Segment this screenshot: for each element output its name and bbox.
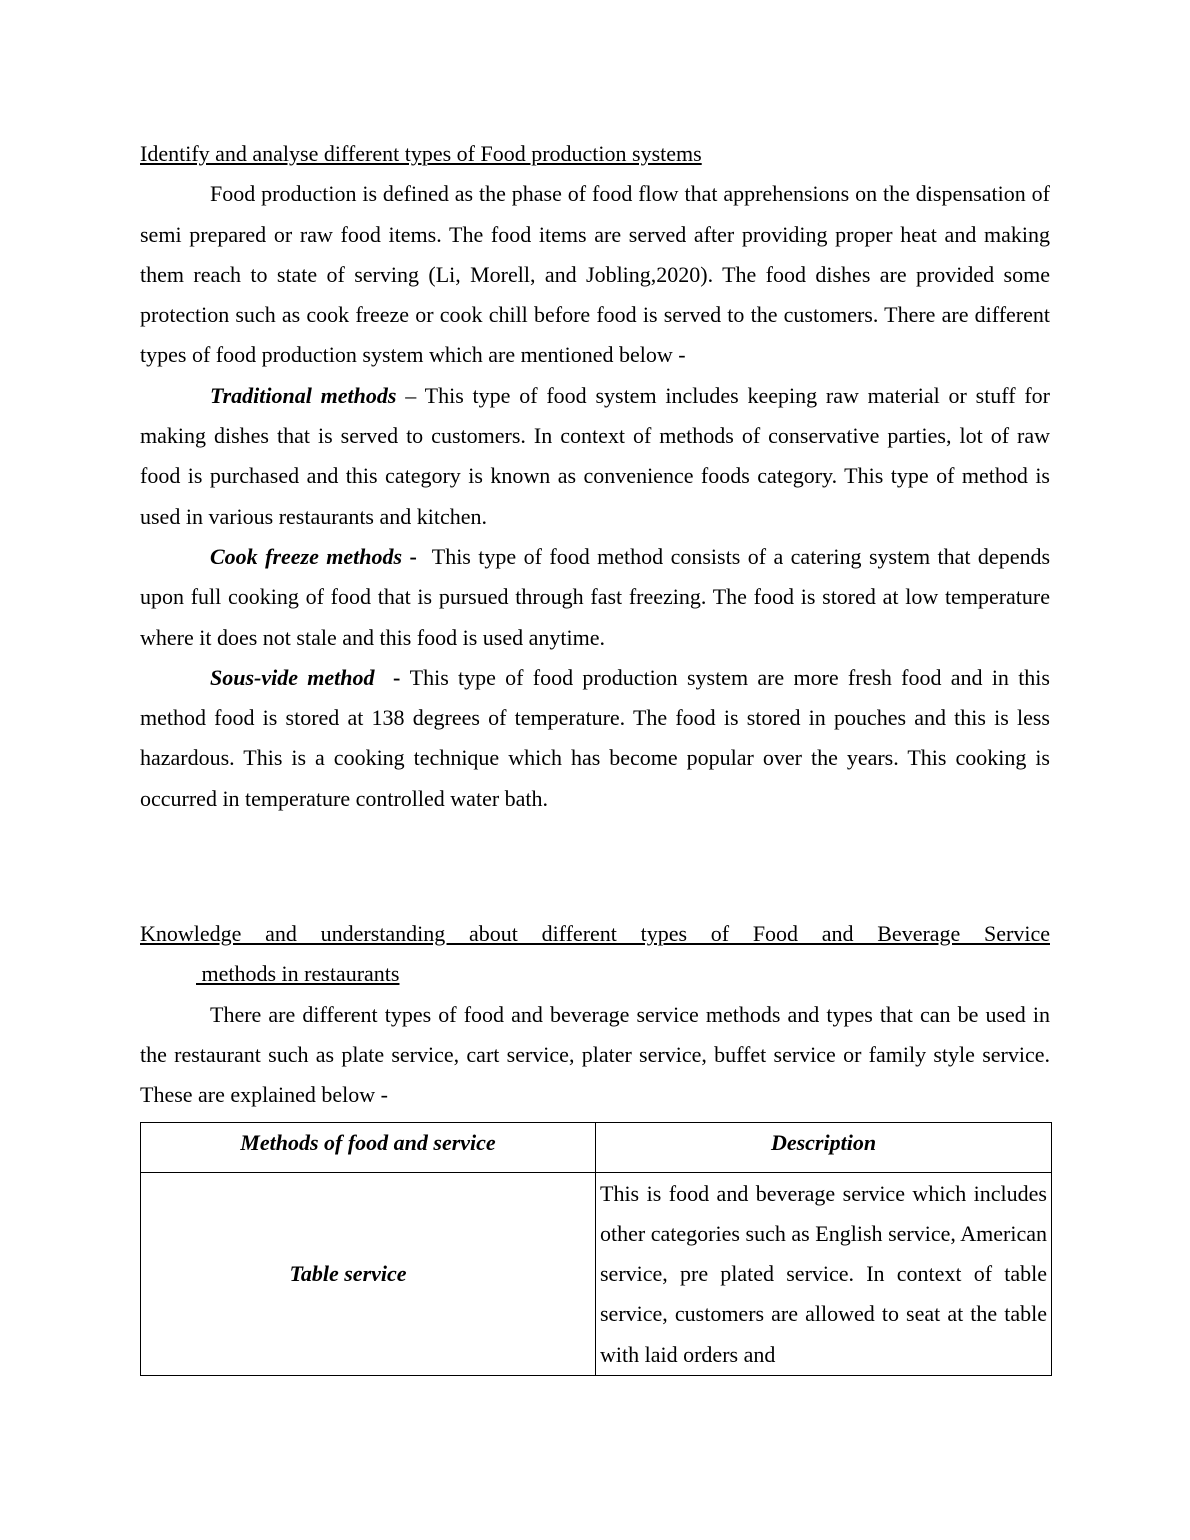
term-sous-vide-method: Sous-vide method xyxy=(210,664,375,690)
paragraph-sous-vide-method xyxy=(140,658,1050,819)
paragraph-cook-freeze-methods xyxy=(140,537,1050,658)
table-header-row xyxy=(141,1122,1052,1172)
section-heading-service-methods: Knowledge and understanding about different types of Food and Beverage Service xyxy=(140,921,1050,947)
paragraph-service-methods-intro: There are different types of food and beverage service methods and types that can be used in the restaurant such as plate service, cart service, plater service, buffet service or family style service. These are explained below - xyxy=(140,1001,1050,1108)
section-heading-service-methods-continued: methods in restaurants xyxy=(196,961,400,987)
separator: – xyxy=(396,382,425,408)
separator: - xyxy=(402,543,432,569)
service-methods-table xyxy=(140,1122,1052,1376)
definition-text: This type of food method consists of a catering system that depends upon full cooking of food that is pursued through fast freezing. The food is stored at low temperature where it does not stale and this food is used anytime. xyxy=(140,543,1051,650)
separator: - xyxy=(374,664,410,690)
column-header-method: Methods of food and service xyxy=(141,1122,596,1172)
table-cell-description: This is food and beverage service which includes other categories such as English service, American service, pre plated service. In context of table service, customers are allowed to seat at the table with laid orders and xyxy=(596,1172,1052,1375)
table-row xyxy=(141,1172,1052,1375)
table-cell-method: Table service xyxy=(141,1172,596,1375)
paragraph-traditional-methods xyxy=(140,376,1050,537)
definition-text: This type of food system includes keeping raw material or stuff for making dishes that is served to customers. In context of methods of conservative parties, lot of raw food is purchased and this category is known as convenience foods category. This type of method is used in various restaurants and kitchen. xyxy=(140,382,1050,529)
section-heading-food-production: Identify and analyse different types of Food production systems xyxy=(140,141,702,166)
term-cook-freeze-methods: Cook freeze methods xyxy=(210,543,403,569)
term-traditional-methods: Traditional methods xyxy=(210,382,397,408)
paragraph-food-production-intro: Food production is defined as the phase of food flow that apprehensions on the dispensation of semi prepared or raw food items. The food items are served after providing proper heat and making them reach to state of serving (Li, Morell, and Jobling,2020). The food dishes are provided some protection such as cook freeze or cook chill before food is served to the customers. There are different types of food production system which are mentioned below - xyxy=(140,181,1050,368)
document-body xyxy=(140,134,1050,1376)
definition-text: This type of food production system are more fresh food and in this method food is stored at 138 degrees of temperature. The food is stored in pouches and this is less hazardous. This is a cooking technique which has become popular over the years. This cooking is occurred in temperature controlled water bath. xyxy=(140,664,1050,811)
column-header-description: Description xyxy=(596,1122,1052,1172)
